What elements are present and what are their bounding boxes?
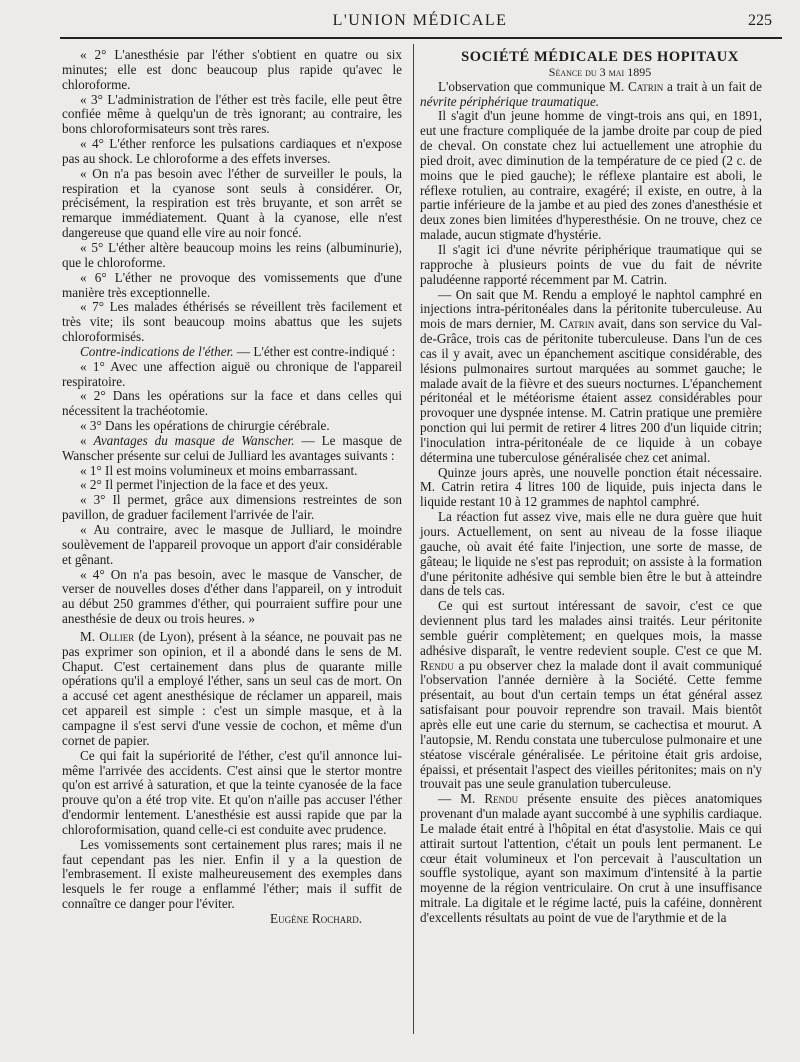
ollier-text: (de Lyon), présent à la séance, ne pouvait pas ne pas exprimer son opinion, et il a abondé dans le sens de M. Chaput. C'est certainement dans plus de quarante mille opérations qu'il a employé l'éther, sans un seul cas de mort. On a accusé cet agent anesthésique de réclamer un appareil, mais cet appareil est simple : c'est un simple masque, et à la campagne il s'est servi d'une vessie de cochon, et même d'un cornet de papier. <box>62 628 402 748</box>
advantages-heading: Avantages du masque de Wanscher. <box>93 432 295 448</box>
text-run: Ce qui est surtout intéressant de savoir, c'est ce que deviennent plus tard les malades ainsi traités. Leur péritonite semble guérir complètement; en quelques mois, la masse adhésive disparaît, le ventre redevient souple. C'est ce que M. <box>420 598 762 658</box>
paragraph: « 6° L'éther ne provoque des vomissements que d'une manière très exceptionnelle. <box>62 269 402 300</box>
person-name: Rendu <box>420 657 454 673</box>
journal-title: L'UNION MÉDICALE <box>332 12 508 29</box>
contra-indications-text: — L'éther est contre-indiqué : <box>233 343 396 359</box>
text-run: L'observation que communique M. <box>438 78 628 94</box>
author-signature: Eugène Rochard. <box>270 910 362 926</box>
paragraph: La réaction fut assez vive, mais elle ne dura guère que huit jours. Actuellement, on sent au niveau de la fosse iliaque gauche, où avait été faite l'injection, une sorte de masse, de gâteau; le liquide ne s'est pas reproduit; on assiste à la formation d'une péritonite adhésive qui semble bien être le but à atteindre dans de tels cas. <box>420 509 762 599</box>
column-divider <box>413 44 414 1034</box>
text-run: — M. <box>438 791 485 807</box>
person-name: M. Ollier <box>80 628 135 644</box>
paragraph: « 2° Dans les opérations sur la face et dans celles qui nécessitent la trachéotomie. <box>62 388 402 419</box>
person-name: Catrin <box>627 78 664 94</box>
paragraph: « Au contraire, avec le masque de Julliard, le moindre soulèvement de l'appareil provoque un apport d'air considérable et gênant. <box>62 522 402 567</box>
contra-indications-heading: Contre-indications de l'éther. <box>80 343 234 359</box>
text-run: a trait à un fait de <box>663 78 762 94</box>
text-run: a pu observer chez la malade dont il avait communiqué l'observation l'année dernière à la Société. Cette femme présentait, au bout d'un certain temps un état général assez satisfaisant pour pouvoir reprendre son travail. Mais bientôt après elle eut une carie du sternum, se cachectisa et mourut. A l'autopsie, M. Rendu constata une tuberculose pulmonaire et une stéatose viscérale généralisée. Le péritoine était gris ardoise, épaissi, et présentait l'aspect des vieilles péritonites; mais on n'y trouvait pas une seule granulation tuberculeuse. <box>420 657 762 792</box>
paragraph: « 3° Il permet, grâce aux dimensions restreintes de son pavillon, de graduer facilement l'arrivée de l'air. <box>62 492 402 523</box>
advantages-text: — Le masque de Wanscher présente sur celui de Julliard les avantages suivants : <box>62 432 403 463</box>
right-column <box>420 50 762 926</box>
left-column <box>62 48 402 927</box>
session-date: Séance du 3 mai 1895 <box>548 64 652 79</box>
page-number: 225 <box>748 12 772 29</box>
paragraph: « 2° Il permet l'injection de la face et des yeux. <box>80 477 329 493</box>
paragraph: Il s'agit ici d'une névrite périphérique traumatique qui se rapproche à plusieurs points de vue du fait de névrite paludéenne rapporté récemment par M. Catrin. <box>420 241 762 287</box>
paragraph: Ce qui fait la supériorité de l'éther, c'est qu'il annonce lui-même l'arrivée des accidents. C'est ainsi que le stertor montre qu'on est arrivé à saturation, et que la teinte cyanosée de la face prouve qu'on a été trop vite. Et qu'on n'aille pas accuser l'éther d'endormir lentement. L'anesthésie est aussi rapide que par la chloroformisation, quand celle-ci est conduite avec prudence. <box>62 747 402 837</box>
text-run: avait, dans son service du Val-de-Grâce, trois cas de péritonite tuberculeuse. Dans l'un de ces cas il y avait, avec un épanchement ascitique considérable, des lésions pulmonaires surtout marquées au sommet gauche; le malade avait de la fièvre et des sueurs nocturnes. L'épanchement péritonéal et le météorisme étaient assez considérables pour provoquer une dyspnée intense. M. Catrin pratique une première ponction qui lui permit de retirer 4 litres 200 d'un liquide citrin; l'inoculation intra-péritonéale de ce liquide à un cobaye détermina une tuberculose généralisée chez cet animal. <box>420 316 762 465</box>
paragraph: « 4° L'éther renforce les pulsations cardiaques et n'expose pas au shock. Le chloroforme a des effets inverses. <box>62 136 402 166</box>
advantages-paragraph <box>62 434 402 464</box>
text-run: présente ensuite des pièces anatomiques provenant d'un malade ayant succombé à une syphilis cardiaque. Le malade était entré à l'hôpital en état d'asystolie. Mais ce qui attirait surtout l'attention, c'était un pouls lent permanent. Le cœur était volumineux et l'on percevait à l'auscultation un souffle systolique, ayant son maximum d'intensité à la partie moyenne de la région ventriculaire. On crut à une insuffisance mitrale. La digitale et le régime lacté, puis la caféine, donnèrent d'excellents résultats au point de vue de l'arythmie et de la <box>420 791 762 925</box>
italic-term: névrite périphérique traumatique. <box>420 93 600 109</box>
paragraph <box>420 288 762 466</box>
paragraph: Il s'agit d'un jeune homme de vingt-trois ans qui, en 1891, eut une fracture compliquée de la jambe droite par coup de pied de cheval. On constate chez lui actuellement une atrophie du pied droit, avec diminution de la température de ce pied (2 c. de moins que le pied gauche); le réflexe plantaire est aboli, le réflexe rotulien, au contraire, exagéré; il existe, en outre, à la partie inférieure de la jambe et au pied des zones d'anesthésie et deux zones bien limitées d'hyperesthésie. On ne trouve, chez ce malade, aucun stigmate d'hystérie. <box>420 108 762 243</box>
paragraph: Quinze jours après, une nouvelle ponction était nécessaire. M. Catrin retira 4 litres 100 de liquide, puis injecta dans le liquide restant 10 à 12 grammes de naphtol camphré. <box>420 464 762 510</box>
paragraph: « 2° L'anesthésie par l'éther s'obtient en quatre ou six minutes; elle est donc beaucoup plus rapide qu'avec le chloroforme. <box>62 47 402 92</box>
quote-mark: « <box>80 432 94 448</box>
paragraph <box>420 80 762 110</box>
paragraph: « 5° L'éther altère beaucoup moins les reins (albuminurie), que le chloroforme. <box>62 239 402 270</box>
header-rule <box>60 37 782 39</box>
paragraph: « 3° L'administration de l'éther est très facile, elle peut être confiée même à quelqu'un de très ignorant; au contraire, les bons chloroformisateurs sont très rares. <box>62 91 402 137</box>
paragraph: « 3° Dans les opérations de chirurgie cérébrale. <box>80 418 330 434</box>
ollier-paragraph <box>62 630 402 749</box>
paragraph: « 4° On n'a pas besoin, avec le masque de Vanscher, de verser de nouvelles doses d'éther dans l'appareil, on y introduit au début 250 grammes d'éther, qui pourraient suffire pour une anesthésie de deux ou trois heures. » <box>62 566 402 627</box>
running-head <box>60 8 780 34</box>
paragraph: « 1° Avec une affection aiguë ou chronique de l'appareil respiratoire. <box>62 358 402 389</box>
paragraph <box>420 599 762 792</box>
person-name: Rendu <box>484 791 519 807</box>
paragraph: « 7° Les malades éthérisés se réveillent très facilement et très vite; ils sont beaucoup moins abattus que les sujets chloroformisés. <box>62 299 402 345</box>
text-run: — On sait que M. Rendu a employé le naphtol camphré en injections intra-péritonéales dans la péritonite tuberculeuse. Au mois de mars dernier, M. <box>420 286 762 332</box>
person-name: Catrin <box>558 316 595 332</box>
paragraph <box>420 792 762 926</box>
paragraph: « On n'a pas besoin avec l'éther de surveiller le pouls, la respiration et la cyanose sont seuls à considérer. Or, précisément, la respiration est très bruyante, et son arrêt se remarque immédiatement. Quant à la cyanose, elle n'est dangereuse que quand elle vire au noir foncé. <box>62 165 402 241</box>
paragraph: Les vomissements sont certainement plus rares; mais il ne faut cependant pas les nier. Enfin il y a la question de l'embrasement. Il existe malheureusement des exemples dans lesquels le fer rouge a enflammé l'éther; mais il suffit de connaître ce danger pour l'éviter. <box>62 836 402 912</box>
section-title: SOCIÉTÉ MÉDICALE DES HOPITAUX <box>461 49 739 65</box>
contra-indications-paragraph <box>62 345 402 360</box>
paragraph: « 1° Il est moins volumineux et moins embarrassant. <box>80 462 358 478</box>
